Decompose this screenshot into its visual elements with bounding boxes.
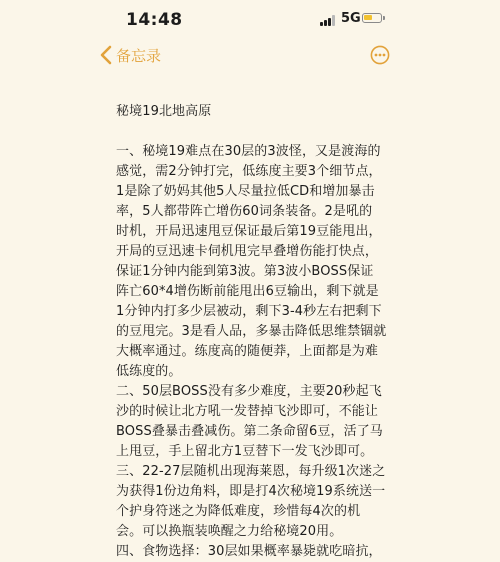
back-label: 备忘录 xyxy=(116,46,162,65)
battery-icon xyxy=(362,13,382,23)
note-line: 率，5人都带阵亡增伤60词条装备。2是吼的 xyxy=(116,204,373,219)
battery-level xyxy=(364,15,372,20)
note-line: 三、22-27层随机出现海莱恩，每升级1次迷之 xyxy=(116,464,386,479)
back-button[interactable] xyxy=(100,43,161,67)
note-line: 感觉，需2分钟打完，低练度主要3个细节点， xyxy=(116,164,382,179)
note-line: 阵亡60*4增伤断前能甩出6豆输出，剩下就是 xyxy=(116,284,379,299)
blank-line xyxy=(116,122,398,142)
note-line: 二、50层BOSS没有多少难度，主要20秒起飞 xyxy=(116,384,382,399)
note-line: 四、食物选择：30层如果概率暴毙就吃暗抗， xyxy=(116,544,382,559)
note-line: 1分钟内打多少层被动，剩下3-4秒左右把剩下 xyxy=(116,304,382,319)
note-line: 大概率通过。练度高的随便莽，上面都是为难 xyxy=(116,344,379,359)
note-lines xyxy=(116,142,398,562)
network-type: 5G xyxy=(341,11,361,26)
note-line: 开局的豆迅速卡伺机甩完早叠增伤能打快点， xyxy=(116,244,379,259)
note-line: 保证1分钟内能到第3波。第3波小BOSS保证 xyxy=(116,264,374,279)
note-line: 低练度的。 xyxy=(116,364,182,379)
nav-bar xyxy=(0,40,500,70)
status-time: 14:48 xyxy=(126,10,183,30)
note-line: 为获得1份边角料，即是打4次秘境19系统送一 xyxy=(116,484,386,499)
note-line: BOSS叠暴击叠减伤。第二条命留6豆，活了马 xyxy=(116,424,383,439)
note-body[interactable] xyxy=(116,102,398,562)
note-line: 沙的时候让北方吼一发替掉飞沙即可，不能让 xyxy=(116,404,379,419)
chevron-left-icon xyxy=(100,45,112,65)
note-line: 一、秘境19难点在30层的3波怪，又是渡海的 xyxy=(116,144,381,159)
more-circle-icon[interactable] xyxy=(370,45,390,65)
status-bar xyxy=(0,0,500,40)
cellular-signal-icon xyxy=(320,15,338,26)
battery-tip xyxy=(383,16,385,20)
note-line: 个护身符迷之为降低难度，珍惜每4次的机 xyxy=(116,504,361,519)
note-title: 秘境19北地高原 xyxy=(116,104,212,119)
note-line: 会。可以换瓶装唤醒之力给秘境20用。 xyxy=(116,524,343,539)
note-line: 时机，开局迅速甩豆保证最后第19豆能甩出， xyxy=(116,224,382,239)
note-line: 1是除了奶妈其他5人尽量拉低CD和增加暴击 xyxy=(116,184,375,199)
note-line: 的豆甩完。3是看人品，多暴击降低思维禁锢就 xyxy=(116,324,387,339)
note-line: 上甩豆，手上留北方1豆替下一发飞沙即可。 xyxy=(116,444,374,459)
